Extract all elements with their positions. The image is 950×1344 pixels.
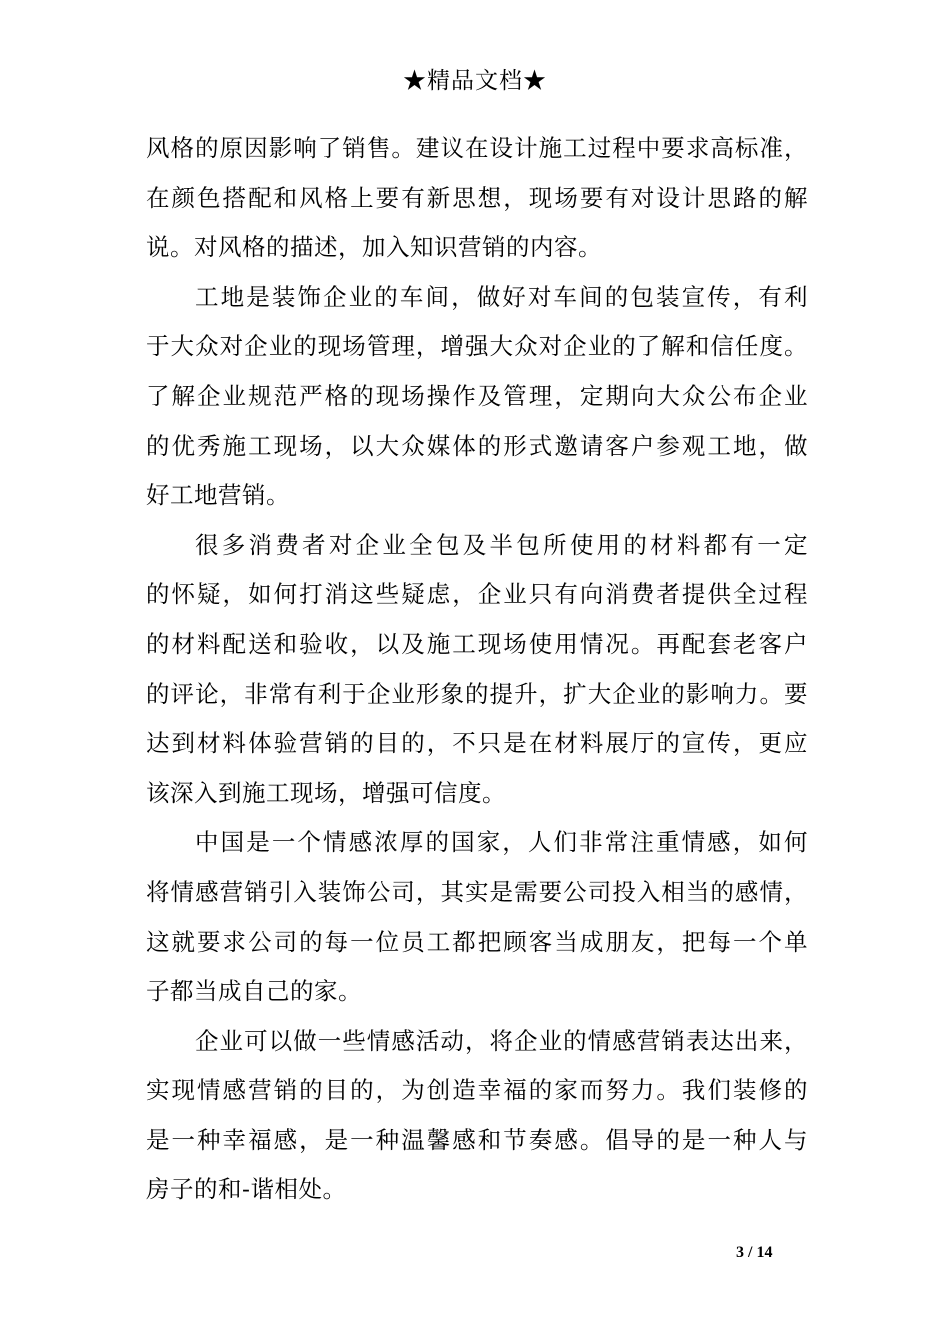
text-line: 的优秀施工现场，以大众媒体的形式邀请客户参观工地，做 [146,431,808,460]
text-line: 好工地营销。 [146,481,290,510]
paragraph-3 [146,521,808,819]
paragraph-2 [146,273,808,521]
text-line: 子都当成自己的家。 [146,977,362,1006]
text-line: 实现情感营销的目的，为创造幸福的家而努力。我们装修的 [146,1076,808,1105]
text-line: 很多消费者对企业全包及半包所使用的材料都有一定 [195,530,808,559]
text-line: 的评论，非常有利于企业形象的提升，扩大企业的影响力。要 [146,679,808,708]
text-line: 了解企业规范严格的现场操作及管理，定期向大众公布企业 [146,381,808,410]
text-line: 企业可以做一些情感活动，将企业的情感营销表达出来， [195,1026,808,1055]
text-line: 在颜色搭配和风格上要有新思想，现场要有对设计思路的解 [146,183,808,212]
text-line: 中国是一个情感浓厚的国家，人们非常注重情感，如何 [195,828,808,857]
document-body [146,124,808,1215]
text-line: 房子的和-谐相处。 [146,1175,347,1204]
page-number: 3 / 14 [736,1244,773,1261]
paragraph-4 [146,818,808,1016]
text-line: 的材料配送和验收，以及施工现场使用情况。再配套老客户 [146,629,808,658]
text-line: 达到材料体验营销的目的，不只是在材料展厅的宣传，更应 [146,729,808,758]
text-line: 的怀疑，如何打消这些疑虑，企业只有向消费者提供全过程 [146,580,808,609]
text-line: 说。对风格的描述，加入知识营销的内容。 [146,233,602,262]
text-line: 风格的原因影响了销售。建议在设计施工过程中要求高标准， [146,134,808,162]
text-line: 工地是装饰企业的车间，做好对车间的包装宣传，有利 [195,282,808,311]
text-line: 这就要求公司的每一位员工都把顾客当成朋友，把每一个单 [146,927,808,956]
paragraph-5 [146,1017,808,1215]
text-line: 于大众对企业的现场管理，增强大众对企业的了解和信任度。 [146,332,808,361]
text-line: 该深入到施工现场，增强可信度。 [146,778,506,807]
text-line: 是一种幸福感，是一种温馨感和节奏感。倡导的是一种人与 [146,1125,808,1154]
page-header-title: ★精品文档★ [403,68,547,94]
paragraph-1 [146,124,808,273]
text-line: 将情感营销引入装饰公司，其实是需要公司投入相当的感情， [146,877,808,906]
